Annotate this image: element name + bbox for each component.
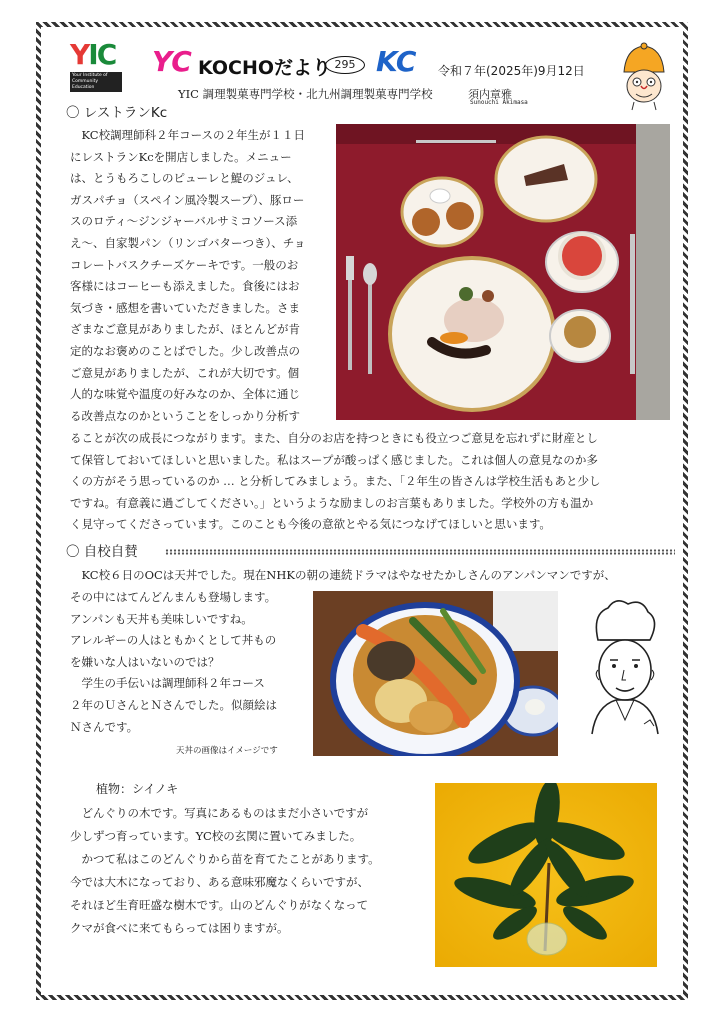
- tendon-article-column: [70, 587, 310, 738]
- article-line: ご意見がありましたが、これが大切です。個: [70, 365, 300, 380]
- article-line: 学生の手伝いは調理師科２年コース: [70, 676, 265, 691]
- restaurant-article-column: [70, 125, 334, 427]
- school-name: YIC 調理製菓専門学校・北九州調理製菓専門学校: [178, 87, 433, 101]
- article-line: クマが食べに来てもらっては困りますが。: [70, 921, 289, 935]
- article-line: 今では大木になっており、ある意味邪魔なくらいですが、: [70, 875, 369, 889]
- article-line: スのロティ～ジンジャーバルサミコソース添: [70, 214, 298, 229]
- article-line: KC校調理師科２年コースの２年生が１１日: [70, 128, 306, 142]
- article-line: その中にはてんどんまんも登場します。: [70, 590, 277, 604]
- issue-number: 295: [325, 56, 365, 74]
- author-name: 須内章雅: [468, 88, 512, 101]
- yic-logo-subtext: Your Institute of Community Education: [70, 72, 122, 92]
- article-line: 定的なお褒めのことばでした。少し改善点の: [70, 343, 300, 358]
- article-line: Ｎさんです。: [70, 719, 139, 734]
- article-line: コレートバスクチーズケーキです。一般のお: [70, 257, 299, 272]
- newsletter-title: KOCHOだより: [198, 57, 332, 79]
- restaurant-article-full: [70, 428, 670, 536]
- article-line: は、とうもろこしのピューレと鯷のジュレ、: [70, 171, 299, 186]
- article-line: にレストランKcを開店しました。メニュー: [70, 149, 292, 164]
- article-line: 気づき・感想を書いていただきました。さま: [70, 300, 300, 315]
- yic-logo-text: YIC: [70, 38, 116, 71]
- article-line: かつて私はこのどんぐりから苗を育てたことがあります。: [70, 852, 380, 866]
- yc-label: YC: [152, 45, 192, 78]
- restaurant-course-photo: [336, 124, 670, 420]
- shiinoki-plant-photo: [435, 783, 657, 967]
- plant-article: [70, 802, 430, 940]
- author-roman: Sunouchi Akimasa: [470, 99, 528, 106]
- article-line: る改善点なのかということをしっかり分析す: [70, 408, 300, 423]
- article-line: く見守ってくださっています。このことも今後の意欲とやる気につなげてほしいと思います。: [70, 517, 551, 532]
- article-line: ですね。有意義に過ごしてください。」というような励ましのお言葉もありました。学校外の方も温か: [70, 495, 594, 510]
- article-line: 人的な味覚や温度の好みなのか、全体に通じ: [70, 387, 300, 402]
- tendon-photo: [313, 591, 558, 756]
- principal-caricature-icon: [612, 42, 674, 112]
- article-line: どんぐりの木です。写真にあるものはまだ小さいですが: [70, 806, 369, 820]
- article-line: え～、自家製パン（リンゴバターつき）、チョ: [70, 235, 306, 250]
- section-heading-restaurant: 〇 レストランKc: [66, 105, 168, 121]
- article-line: アレルギーの人はともかくとして丼もの: [70, 633, 277, 648]
- yic-logo: [70, 38, 122, 90]
- article-line: それほど生育旺盛な樹木です。山のどんぐりがなくなって: [70, 898, 369, 912]
- article-line: を嫌いな人はいないのでは？: [70, 654, 220, 669]
- article-line: 少しずつ育っています。YC校の玄関に置いてみました。: [70, 829, 362, 843]
- article-line: て保管しておいてほしいと思いました。私はスープが酸っぱく感じました。これは個人の意見なのか多: [70, 452, 598, 467]
- article-line: ざまなご意見がありましたが、ほとんどが肯: [70, 322, 300, 337]
- kc-label: KC: [376, 45, 417, 78]
- section-heading-jikojisan: 〇 自校自賛: [66, 544, 138, 560]
- article-line: アンパンも天丼も美味しいですね。: [70, 611, 253, 626]
- article-line: ることが次の成長につながります。また、自分のお店を持つときにも役立つご意見を忘れずに財産とし: [70, 431, 598, 445]
- issue-date: 令和７年(2025年)9月12日: [438, 64, 585, 78]
- student-portrait-drawing: [584, 594, 666, 738]
- tendon-article-intro: KC校６日のOCは天丼でした。現在NHKの朝の連続ドラマはやなせたかしさんのアンパンマンですが、: [70, 568, 616, 582]
- article-line: くの方がそう思っているのか … と分析してみましょう。また、「２年生の皆さんは学校生活もあと少し: [70, 474, 601, 489]
- article-line: ２年のＵさんとＮさんでした。似顔絵は: [70, 697, 277, 712]
- tendon-photo-caption: 天丼の画像はイメージです: [176, 746, 278, 756]
- article-line: 客様にはコーヒーも添えました。食後にはお: [70, 279, 300, 294]
- article-line: ガスパチョ（スペイン風冷製スープ）、豚ロー: [70, 192, 305, 207]
- section-heading-plant: 植物：シイノキ: [96, 782, 179, 796]
- section-divider-dots: [165, 549, 675, 555]
